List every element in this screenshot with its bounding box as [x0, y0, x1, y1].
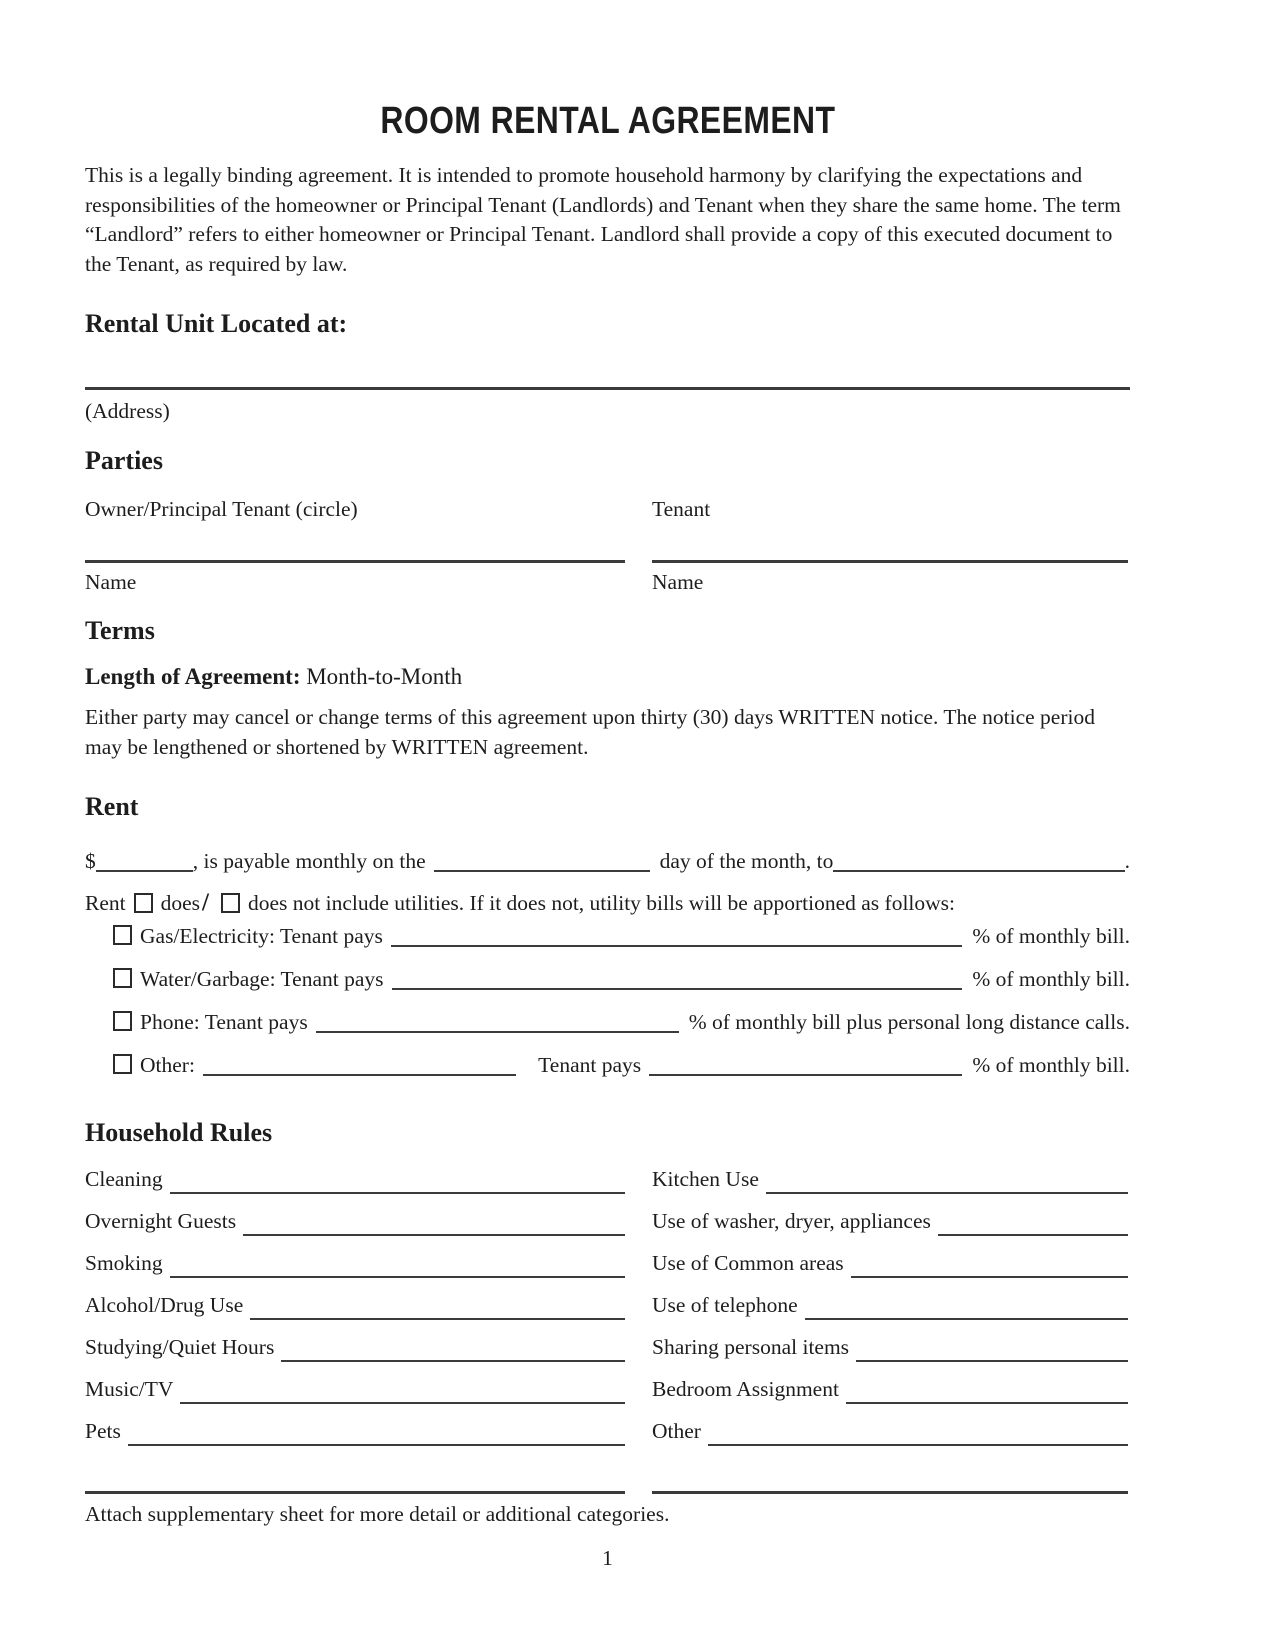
common-areas-label: Use of Common areas [652, 1251, 844, 1275]
terms-heading: Terms [85, 616, 155, 645]
telephone-use-field[interactable] [805, 1304, 1128, 1320]
rent-word: Rent [85, 891, 126, 915]
gas-electricity-row [85, 921, 1130, 951]
sentence-period: . [1124, 849, 1130, 873]
does-not-label: does not include utilities. If it does not, utility bills will be apportioned as follows: [247, 891, 956, 915]
music-tv-row [85, 1362, 625, 1404]
sharing-personal-items-row [652, 1320, 1128, 1362]
telephone-use-label: Use of telephone [652, 1293, 798, 1317]
sharing-personal-items-field[interactable] [856, 1346, 1128, 1362]
pets-label: Pets [85, 1419, 121, 1443]
other-percent-field[interactable] [649, 1060, 962, 1076]
common-areas-field[interactable] [851, 1262, 1128, 1278]
smoking-label: Smoking [85, 1251, 163, 1275]
smoking-field[interactable] [170, 1262, 625, 1278]
other-utility-row [85, 1050, 1130, 1080]
document-title-text: ROOM RENTAL AGREEMENT [379, 100, 836, 142]
length-of-agreement-line [85, 661, 1130, 692]
day-of-month-text: day of the month, to [659, 849, 834, 873]
bedroom-assignment-field[interactable] [846, 1388, 1128, 1404]
washer-dryer-appliances-label: Use of washer, dryer, appliances [652, 1209, 931, 1233]
payee-field[interactable] [833, 856, 1124, 872]
water-garbage-checkbox[interactable] [113, 968, 132, 988]
dollar-sign: $ [85, 849, 96, 873]
owner-name-caption: Name [85, 570, 137, 594]
utilities-included-line [85, 888, 1130, 918]
address-field[interactable] [85, 387, 1130, 390]
gas-electricity-label: Gas/Electricity: Tenant pays [140, 924, 383, 948]
rent-amount-field[interactable] [96, 856, 193, 872]
owner-principal-tenant-label: Owner/Principal Tenant (circle) [85, 497, 358, 521]
supplementary-footnote: Attach supplementary sheet for more detail or additional categories. [85, 1502, 670, 1526]
music-tv-label: Music/TV [85, 1377, 174, 1401]
does-not-include-checkbox[interactable] [221, 893, 240, 913]
cleaning-label: Cleaning [85, 1167, 163, 1191]
telephone-use-row [652, 1278, 1128, 1320]
smoking-row [85, 1236, 625, 1278]
address-caption: (Address) [85, 399, 170, 423]
other-utility-checkbox[interactable] [113, 1054, 132, 1074]
extra-left-field[interactable] [85, 1491, 625, 1494]
tenant-name-caption: Name [652, 570, 704, 594]
intro-paragraph: This is a legally binding agreement. It is intended to promote household harmony by clarifying the expectations and responsibilities of the homeowner or Principal Tenant (Landlords) and Tenant when they share the same home. The term “Landlord” refers to either homeowner or Principal Tenant. Landlord shall provide a copy of this executed document to the Tenant, as required by law. [85, 163, 1121, 276]
washer-dryer-appliances-field[interactable] [938, 1220, 1128, 1236]
other-rule-label: Other [652, 1419, 701, 1443]
pets-row [85, 1404, 625, 1446]
phone-label: Phone: Tenant pays [140, 1010, 308, 1034]
music-tv-field[interactable] [180, 1388, 625, 1404]
overnight-guests-label: Overnight Guests [85, 1209, 237, 1233]
gas-electricity-checkbox[interactable] [113, 925, 132, 945]
rent-amount-line [85, 846, 1130, 876]
alcohol-drug-use-field[interactable] [250, 1304, 625, 1320]
studying-quiet-hours-label: Studying/Quiet Hours [85, 1335, 275, 1359]
cancellation-notice-paragraph: Either party may cancel or change terms of this agreement upon thirty (30) days WRITTEN notice. The notice period may be lengthened or shortened by WRITTEN agreement. [85, 705, 1095, 759]
other-rule-row [652, 1404, 1128, 1446]
water-percent-field[interactable] [392, 974, 963, 990]
common-areas-row [652, 1236, 1128, 1278]
tenant-name-field[interactable] [652, 560, 1128, 563]
cleaning-field[interactable] [170, 1178, 625, 1194]
other-rule-field[interactable] [708, 1430, 1128, 1446]
studying-quiet-hours-row [85, 1320, 625, 1362]
parties-heading: Parties [85, 446, 163, 475]
cleaning-row [85, 1152, 625, 1194]
overnight-guests-field[interactable] [243, 1220, 625, 1236]
household-rules-heading: Household Rules [85, 1118, 273, 1147]
other-suffix-text: % of monthly bill. [972, 1053, 1130, 1077]
sharing-personal-items-label: Sharing personal items [652, 1335, 850, 1359]
does-label: does [160, 891, 201, 915]
does-include-checkbox[interactable] [134, 893, 153, 913]
alcohol-drug-use-row [85, 1278, 625, 1320]
owner-name-field[interactable] [85, 560, 625, 563]
bedroom-assignment-label: Bedroom Assignment [652, 1377, 839, 1401]
other-utility-field[interactable] [203, 1060, 516, 1076]
slash-separator: / [202, 889, 209, 916]
rental-unit-heading: Rental Unit Located at: [85, 309, 348, 338]
washer-dryer-appliances-row [652, 1194, 1128, 1236]
household-rules-grid [85, 1152, 1130, 1446]
length-of-agreement-value: Month-to-Month [306, 664, 463, 689]
tenant-label: Tenant [652, 497, 711, 521]
studying-quiet-hours-field[interactable] [281, 1346, 625, 1362]
bedroom-assignment-row [652, 1362, 1128, 1404]
other-tenant-pays-text: Tenant pays [538, 1053, 642, 1077]
alcohol-drug-use-label: Alcohol/Drug Use [85, 1293, 244, 1317]
extra-right-field[interactable] [652, 1491, 1128, 1494]
page-number: 1 [602, 1546, 613, 1570]
length-of-agreement-label: Length of Agreement: [85, 664, 301, 689]
water-suffix-text: % of monthly bill. [972, 967, 1130, 991]
phone-checkbox[interactable] [113, 1011, 132, 1031]
due-day-field[interactable] [434, 856, 650, 872]
phone-suffix-text: % of monthly bill plus personal long distance calls. [688, 1010, 1130, 1034]
rent-heading: Rent [85, 792, 139, 821]
phone-percent-field[interactable] [316, 1017, 679, 1033]
gas-suffix-text: % of monthly bill. [972, 924, 1130, 948]
kitchen-use-field[interactable] [766, 1178, 1128, 1194]
kitchen-use-label: Kitchen Use [652, 1167, 759, 1191]
payable-monthly-text: , is payable monthly on the [192, 849, 426, 873]
pets-field[interactable] [128, 1430, 625, 1446]
water-garbage-row [85, 964, 1130, 994]
water-garbage-label: Water/Garbage: Tenant pays [140, 967, 384, 991]
kitchen-use-row [652, 1152, 1128, 1194]
document-title [85, 98, 1130, 146]
phone-row [85, 1007, 1130, 1037]
gas-percent-field[interactable] [391, 931, 962, 947]
other-utility-label: Other: [140, 1053, 195, 1077]
overnight-guests-row [85, 1194, 625, 1236]
